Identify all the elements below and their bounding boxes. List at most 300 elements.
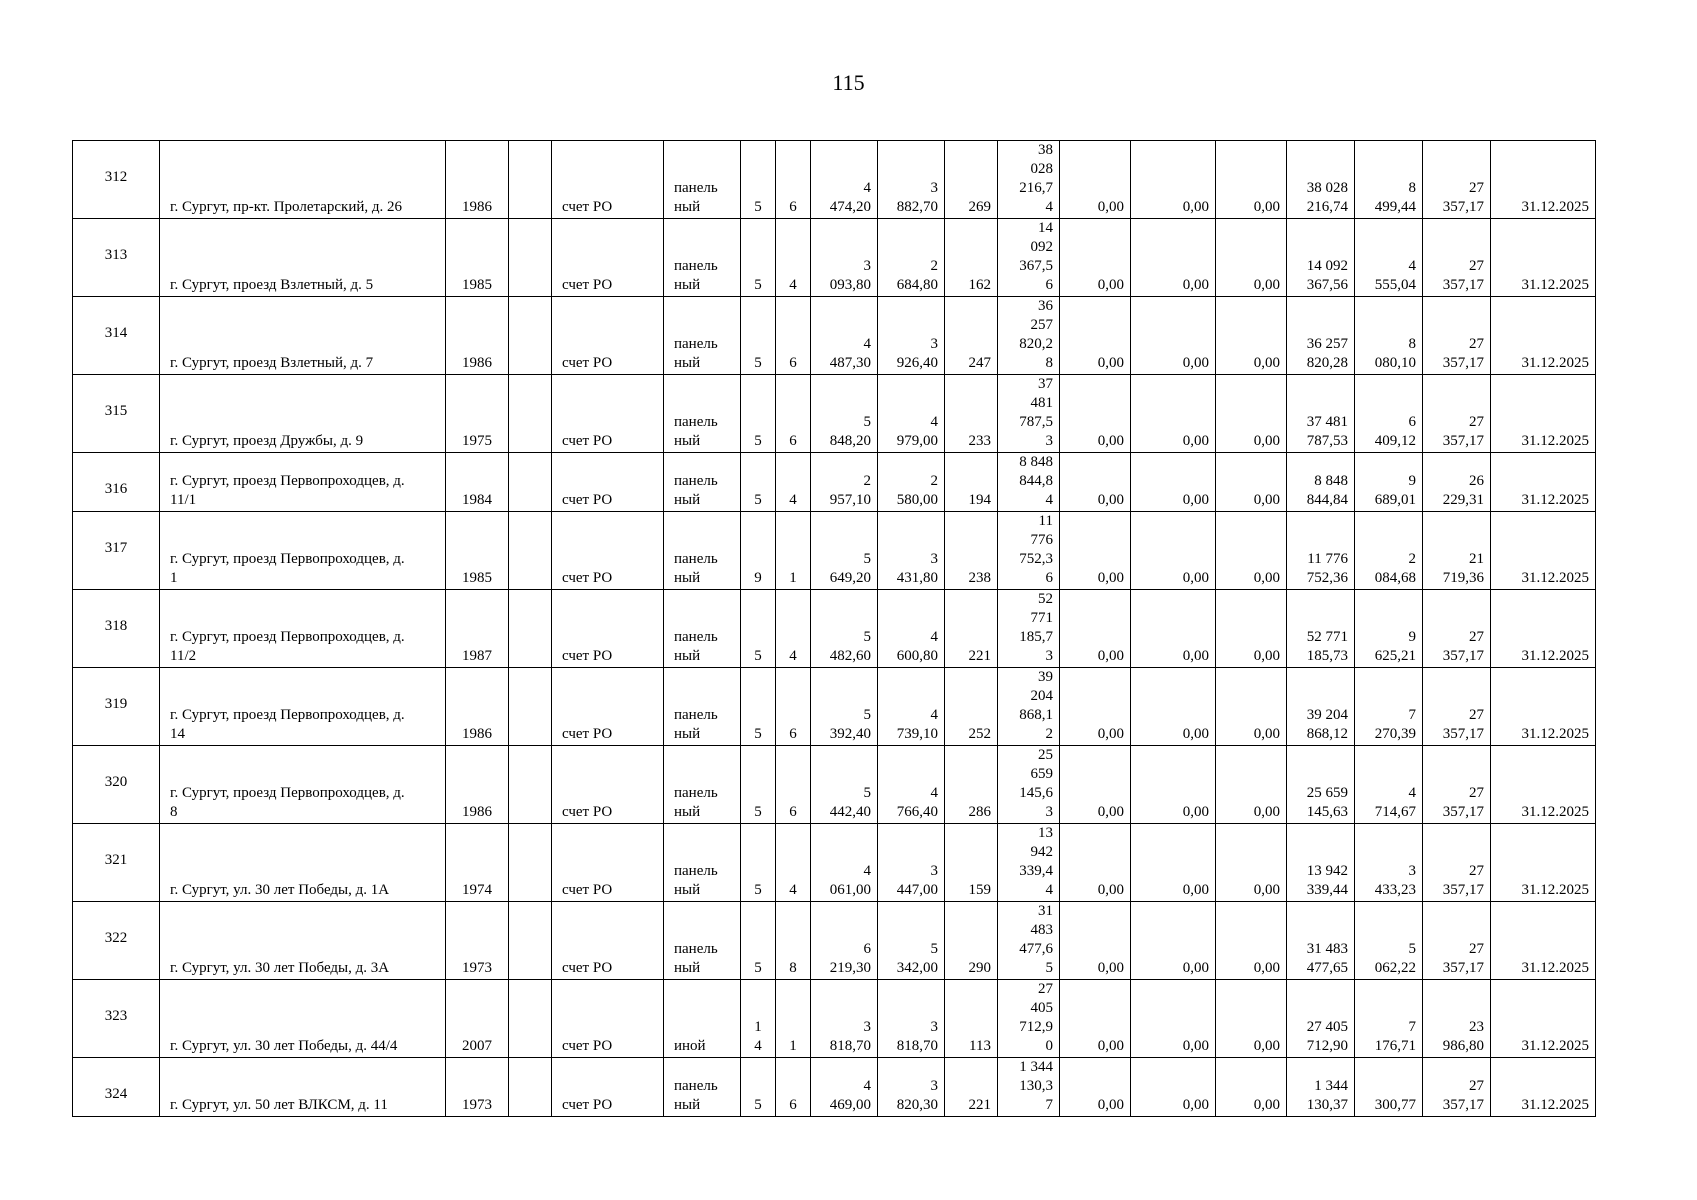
living-area-cell [878,297,945,375]
limit-cost-cell-text: 26 229,31 [1442,473,1484,508]
living-area-cell-text: 3 818,70 [896,1019,938,1054]
floors-cell [741,980,776,1058]
amount-cell-2-text: 0,00 [1182,199,1209,215]
empty-cell [509,980,552,1058]
residents-cell [945,746,998,824]
amount-cell-2 [1131,668,1216,746]
empty-cell [509,590,552,668]
housing-register-table [72,140,1596,1117]
amount-cell-1 [1060,375,1131,453]
wall-material-cell [664,453,741,512]
address-cell [160,512,446,590]
residents-cell-text: 247 [968,355,991,371]
total-cost-cell-text: 39 204 868,12 [1306,707,1348,742]
amount-cell-1 [1060,746,1131,824]
unit-cost-cell [1355,1058,1423,1117]
amount-cell-2 [1131,219,1216,297]
deadline-date-cell [1491,980,1596,1058]
amount-cell-1-text: 0,00 [1097,726,1124,742]
account-type-cell [552,219,664,297]
entrances-cell [776,668,811,746]
row-number [73,219,160,297]
unit-cost-cell-text: 9 689,01 [1374,473,1416,508]
account-type-cell [552,375,664,453]
total-cost-cell-text: 31 483 477,65 [1306,941,1348,976]
cost-cell-text: 31 483 477,6 5 [1019,903,1053,976]
address-cell-text: г. Сургут, ул. 30 лет Победы, д. 44/4 [170,1038,398,1054]
account-type-cell-text: счет РО [562,492,613,508]
total-area-cell-text: 4 474,20 [829,180,871,215]
wall-material-cell [664,980,741,1058]
residents-cell [945,512,998,590]
total-cost-cell [1287,902,1355,980]
amount-cell-1 [1060,590,1131,668]
floors-cell [741,746,776,824]
cost-cell-text: 38 028 216,7 4 [1019,142,1053,215]
amount-cell-2-text: 0,00 [1182,726,1209,742]
total-area-cell-text: 4 469,00 [829,1078,871,1113]
total-cost-cell [1287,512,1355,590]
year-cell-text: 1974 [462,882,492,898]
amount-cell-3 [1216,297,1287,375]
residents-cell-text: 286 [968,804,991,820]
account-type-cell [552,1058,664,1117]
floors-cell-text: 5 [754,492,762,508]
residents-cell-text: 159 [968,882,991,898]
amount-cell-2 [1131,297,1216,375]
year-cell [446,512,509,590]
limit-cost-cell-text: 27 357,17 [1442,180,1484,215]
limit-cost-cell-text: 27 357,17 [1442,707,1484,742]
residents-cell [945,824,998,902]
amount-cell-2-text: 0,00 [1182,804,1209,820]
row-number-text: 318 [104,618,128,634]
cost-cell [998,746,1060,824]
amount-cell-1-text: 0,00 [1097,492,1124,508]
table-row [73,219,1596,297]
entrances-cell [776,824,811,902]
empty-cell [509,375,552,453]
entrances-cell [776,980,811,1058]
residents-cell-text: 252 [968,726,991,742]
wall-material-cell-text: панель ный [674,336,718,371]
amount-cell-3 [1216,141,1287,219]
floors-cell-text: 5 [754,433,762,449]
amount-cell-3-text: 0,00 [1253,277,1280,293]
total-area-cell-text: 4 487,30 [829,336,871,371]
cost-cell-text: 52 771 185,7 3 [1019,591,1053,664]
amount-cell-2 [1131,512,1216,590]
residents-cell-text: 194 [968,492,991,508]
account-type-cell [552,668,664,746]
total-cost-cell [1287,746,1355,824]
year-cell [446,668,509,746]
deadline-date-cell [1491,902,1596,980]
amount-cell-1-text: 0,00 [1097,1097,1124,1113]
total-area-cell [811,375,878,453]
entrances-cell-text: 6 [789,355,797,371]
cost-cell [998,980,1060,1058]
unit-cost-cell-text: 9 625,21 [1374,629,1416,664]
amount-cell-3-text: 0,00 [1253,648,1280,664]
wall-material-cell [664,219,741,297]
deadline-date-cell-text: 31.12.2025 [1521,492,1589,508]
limit-cost-cell [1423,512,1491,590]
total-cost-cell-text: 8 848 844,84 [1306,473,1348,508]
amount-cell-1 [1060,453,1131,512]
row-number [73,902,160,980]
address-cell [160,1058,446,1117]
cost-cell-text: 8 848 844,8 4 [1019,454,1053,508]
year-cell [446,297,509,375]
year-cell-text: 1987 [462,648,492,664]
living-area-cell [878,219,945,297]
living-area-cell [878,1058,945,1117]
cost-cell [998,219,1060,297]
amount-cell-2 [1131,590,1216,668]
amount-cell-1-text: 0,00 [1097,804,1124,820]
year-cell [446,902,509,980]
amount-cell-3 [1216,824,1287,902]
year-cell-text: 1986 [462,804,492,820]
cost-cell [998,297,1060,375]
account-type-cell [552,980,664,1058]
wall-material-cell [664,141,741,219]
amount-cell-2-text: 0,00 [1182,1097,1209,1113]
total-area-cell [811,590,878,668]
unit-cost-cell [1355,590,1423,668]
wall-material-cell-text: панель ный [674,551,718,586]
cost-cell [998,902,1060,980]
entrances-cell-text: 1 [789,570,797,586]
amount-cell-1 [1060,824,1131,902]
amount-cell-2-text: 0,00 [1182,277,1209,293]
living-area-cell-text: 3 431,80 [896,551,938,586]
floors-cell [741,902,776,980]
floors-cell [741,297,776,375]
cost-cell [998,512,1060,590]
floors-cell-text: 5 [754,277,762,293]
account-type-cell-text: счет РО [562,433,613,449]
living-area-cell [878,668,945,746]
limit-cost-cell-text: 27 357,17 [1442,258,1484,293]
amount-cell-2-text: 0,00 [1182,882,1209,898]
empty-cell [509,453,552,512]
unit-cost-cell [1355,980,1423,1058]
year-cell-text: 1973 [462,1097,492,1113]
empty-cell [509,824,552,902]
unit-cost-cell-text: 2 084,68 [1374,551,1416,586]
total-cost-cell [1287,375,1355,453]
living-area-cell [878,590,945,668]
deadline-date-cell-text: 31.12.2025 [1521,960,1589,976]
account-type-cell [552,746,664,824]
entrances-cell [776,590,811,668]
unit-cost-cell-text: 7 176,71 [1374,1019,1416,1054]
empty-cell [509,512,552,590]
entrances-cell [776,375,811,453]
wall-material-cell-text: панель ный [674,629,718,664]
empty-cell [509,297,552,375]
row-number-text: 316 [104,481,128,497]
deadline-date-cell [1491,297,1596,375]
address-cell-text: г. Сургут, проезд Взлетный, д. 5 [170,277,374,293]
living-area-cell [878,980,945,1058]
living-area-cell [878,902,945,980]
entrances-cell-text: 4 [789,882,797,898]
deadline-date-cell-text: 31.12.2025 [1521,882,1589,898]
wall-material-cell-text: панель ный [674,180,718,215]
total-area-cell-text: 3 093,80 [829,258,871,293]
total-cost-cell-text: 25 659 145,63 [1306,785,1348,820]
account-type-cell [552,453,664,512]
year-cell [446,746,509,824]
address-cell-text: г. Сургут, проезд Первопроходцев, д. 11/1 [170,473,405,508]
entrances-cell-text: 6 [789,433,797,449]
address-cell [160,219,446,297]
entrances-cell-text: 6 [789,199,797,215]
living-area-cell-text: 4 766,40 [896,785,938,820]
address-cell [160,980,446,1058]
account-type-cell-text: счет РО [562,960,613,976]
floors-cell [741,141,776,219]
living-area-cell-text: 2 684,80 [896,258,938,293]
address-cell [160,824,446,902]
empty-cell [509,1058,552,1117]
address-cell-text: г. Сургут, ул. 50 лет ВЛКСМ, д. 11 [170,1097,388,1113]
cost-cell [998,824,1060,902]
unit-cost-cell [1355,902,1423,980]
total-cost-cell-text: 38 028 216,74 [1306,180,1348,215]
amount-cell-1 [1060,297,1131,375]
year-cell [446,453,509,512]
cost-cell [998,1058,1060,1117]
floors-cell-text: 5 [754,804,762,820]
amount-cell-1-text: 0,00 [1097,277,1124,293]
cost-cell-text: 25 659 145,6 3 [1019,747,1053,820]
entrances-cell-text: 6 [789,726,797,742]
amount-cell-1 [1060,668,1131,746]
address-cell-text: г. Сургут, проезд Взлетный, д. 7 [170,355,374,371]
account-type-cell-text: счет РО [562,199,613,215]
account-type-cell-text: счет РО [562,1038,613,1054]
wall-material-cell-text: панель ный [674,473,718,508]
limit-cost-cell [1423,375,1491,453]
entrances-cell [776,902,811,980]
address-cell [160,902,446,980]
floors-cell-text: 5 [754,355,762,371]
row-number [73,1058,160,1117]
empty-cell [509,141,552,219]
amount-cell-1-text: 0,00 [1097,882,1124,898]
account-type-cell [552,902,664,980]
limit-cost-cell-text: 27 357,17 [1442,941,1484,976]
total-cost-cell [1287,824,1355,902]
total-area-cell [811,141,878,219]
amount-cell-3-text: 0,00 [1253,1038,1280,1054]
amount-cell-1 [1060,980,1131,1058]
deadline-date-cell [1491,1058,1596,1117]
year-cell-text: 1985 [462,570,492,586]
total-area-cell [811,980,878,1058]
amount-cell-1 [1060,219,1131,297]
address-cell [160,746,446,824]
living-area-cell [878,141,945,219]
year-cell [446,1058,509,1117]
deadline-date-cell [1491,746,1596,824]
amount-cell-3 [1216,375,1287,453]
amount-cell-1-text: 0,00 [1097,1038,1124,1054]
total-area-cell-text: 3 818,70 [829,1019,871,1054]
unit-cost-cell [1355,297,1423,375]
limit-cost-cell-text: 27 357,17 [1442,785,1484,820]
residents-cell [945,980,998,1058]
total-area-cell-text: 4 061,00 [829,863,871,898]
total-area-cell [811,824,878,902]
entrances-cell [776,746,811,824]
cost-cell-text: 1 344 130,3 7 [1019,1059,1053,1113]
address-cell-text: г. Сургут, ул. 30 лет Победы, д. 1А [170,882,390,898]
address-cell-text: г. Сургут, проезд Первопроходцев, д. 1 [170,551,405,586]
address-cell [160,453,446,512]
amount-cell-2 [1131,453,1216,512]
deadline-date-cell [1491,453,1596,512]
row-number-text: 314 [104,325,128,341]
total-cost-cell-text: 36 257 820,28 [1306,336,1348,371]
table-row [73,297,1596,375]
account-type-cell-text: счет РО [562,804,613,820]
total-area-cell [811,453,878,512]
total-area-cell-text: 2 957,10 [829,473,871,508]
unit-cost-cell-text: 7 270,39 [1374,707,1416,742]
entrances-cell-text: 6 [789,1097,797,1113]
unit-cost-cell-text: 8 080,10 [1374,336,1416,371]
total-cost-cell [1287,297,1355,375]
row-number [73,746,160,824]
unit-cost-cell [1355,824,1423,902]
living-area-cell-text: 3 820,30 [896,1078,938,1113]
limit-cost-cell-text: 27 357,17 [1442,1078,1484,1113]
amount-cell-3-text: 0,00 [1253,726,1280,742]
floors-cell [741,1058,776,1117]
residents-cell [945,902,998,980]
table-row [73,824,1596,902]
cost-cell [998,141,1060,219]
wall-material-cell-text: иной [674,1038,706,1054]
floors-cell [741,512,776,590]
amount-cell-3-text: 0,00 [1253,570,1280,586]
living-area-cell-text: 5 342,00 [896,941,938,976]
entrances-cell-text: 8 [789,960,797,976]
total-cost-cell-text: 11 776 752,36 [1306,551,1348,586]
amount-cell-1 [1060,512,1131,590]
deadline-date-cell-text: 31.12.2025 [1521,1097,1589,1113]
entrances-cell [776,512,811,590]
total-area-cell [811,297,878,375]
living-area-cell-text: 4 979,00 [896,414,938,449]
amount-cell-2-text: 0,00 [1182,355,1209,371]
floors-cell [741,219,776,297]
floors-cell-text: 1 4 [754,1019,762,1054]
entrances-cell-text: 4 [789,277,797,293]
wall-material-cell-text: панель ный [674,785,718,820]
table-row [73,1058,1596,1117]
total-area-cell [811,746,878,824]
address-cell-text: г. Сургут, пр-кт. Пролетарский, д. 26 [170,199,403,215]
table-row [73,746,1596,824]
floors-cell [741,375,776,453]
deadline-date-cell-text: 31.12.2025 [1521,433,1589,449]
living-area-cell-text: 4 600,80 [896,629,938,664]
account-type-cell [552,590,664,668]
floors-cell [741,453,776,512]
entrances-cell [776,141,811,219]
amount-cell-3 [1216,453,1287,512]
unit-cost-cell [1355,141,1423,219]
total-area-cell [811,512,878,590]
year-cell [446,824,509,902]
residents-cell [945,1058,998,1117]
wall-material-cell [664,590,741,668]
unit-cost-cell-text: 4 714,67 [1374,785,1416,820]
amount-cell-3-text: 0,00 [1253,1097,1280,1113]
amount-cell-2-text: 0,00 [1182,1038,1209,1054]
floors-cell-text: 5 [754,1097,762,1113]
floors-cell-text: 5 [754,960,762,976]
empty-cell [509,219,552,297]
living-area-cell [878,453,945,512]
limit-cost-cell [1423,141,1491,219]
limit-cost-cell-text: 27 357,17 [1442,863,1484,898]
wall-material-cell [664,902,741,980]
residents-cell-text: 290 [968,960,991,976]
entrances-cell-text: 6 [789,804,797,820]
row-number-text: 312 [104,169,128,185]
amount-cell-1-text: 0,00 [1097,355,1124,371]
floors-cell [741,824,776,902]
total-area-cell [811,1058,878,1117]
residents-cell [945,590,998,668]
amount-cell-2 [1131,824,1216,902]
row-number-text: 320 [104,774,128,790]
cost-cell-text: 37 481 787,5 3 [1019,376,1053,449]
living-area-cell-text: 3 447,00 [896,863,938,898]
year-cell [446,980,509,1058]
cost-cell-text: 36 257 820,2 8 [1019,298,1053,371]
deadline-date-cell-text: 31.12.2025 [1521,199,1589,215]
unit-cost-cell-text: 3 433,23 [1374,863,1416,898]
amount-cell-2 [1131,1058,1216,1117]
total-area-cell-text: 5 482,60 [829,629,871,664]
row-number [73,980,160,1058]
row-number-text: 319 [104,696,128,712]
row-number [73,453,160,512]
empty-cell [509,902,552,980]
year-cell [446,219,509,297]
wall-material-cell [664,297,741,375]
total-cost-cell-text: 27 405 712,90 [1306,1019,1348,1054]
deadline-date-cell-text: 31.12.2025 [1521,570,1589,586]
amount-cell-1-text: 0,00 [1097,199,1124,215]
wall-material-cell [664,375,741,453]
year-cell-text: 1973 [462,960,492,976]
amount-cell-3-text: 0,00 [1253,433,1280,449]
deadline-date-cell [1491,668,1596,746]
year-cell-text: 1986 [462,355,492,371]
entrances-cell [776,1058,811,1117]
unit-cost-cell-text: 4 555,04 [1374,258,1416,293]
total-cost-cell-text: 14 092 367,56 [1306,258,1348,293]
